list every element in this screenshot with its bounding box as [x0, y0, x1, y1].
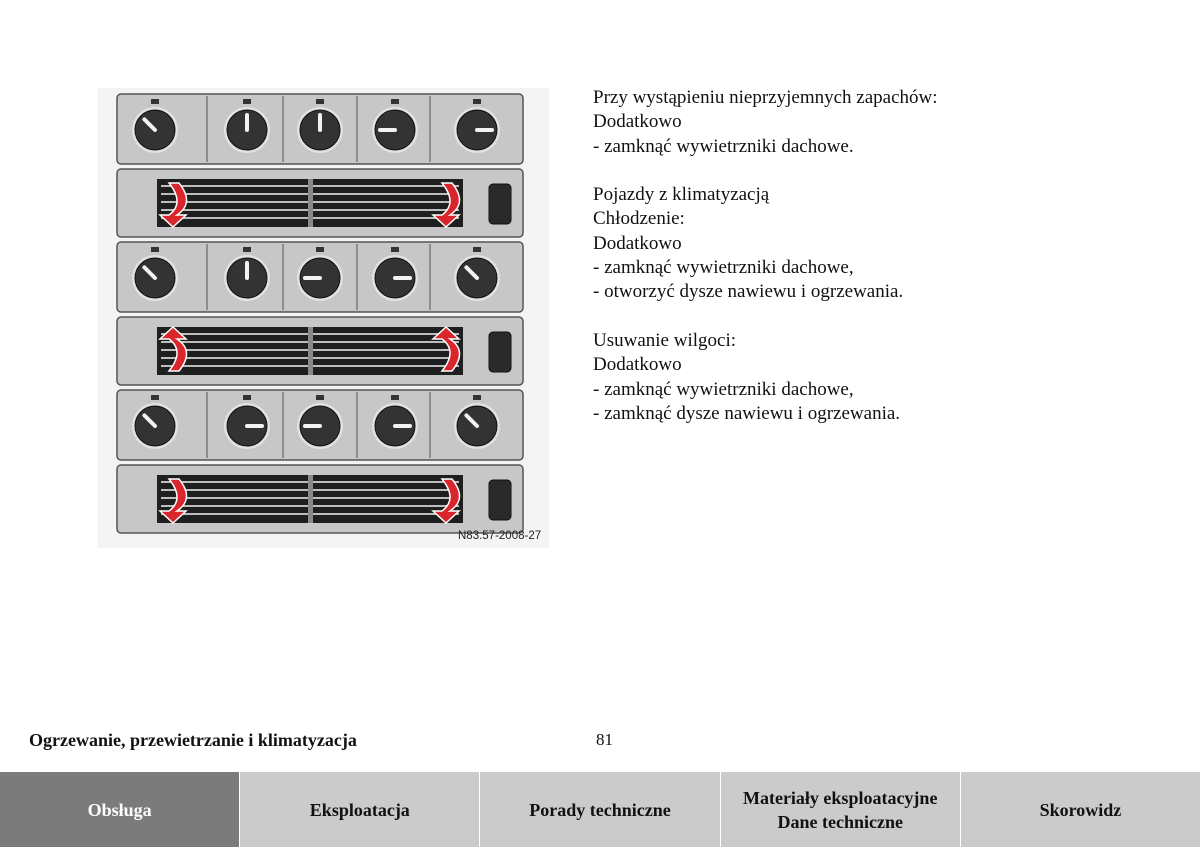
- text-line: Dodatkowo: [593, 111, 682, 133]
- nav-tab-skorowidz[interactable]: [961, 772, 1200, 847]
- thumbwheel: [489, 332, 511, 372]
- section-title: Ogrzewanie, przewietrzanie i klimatyzacja: [29, 730, 357, 750]
- nav-tab-label: Obsługa: [87, 799, 152, 820]
- knob-symbol: [391, 247, 399, 252]
- vent-divider: [308, 475, 313, 523]
- vent-divider: [308, 327, 313, 375]
- knob-symbol: [316, 395, 324, 400]
- control-panel-svg: [97, 88, 549, 548]
- paragraph-demisting: [593, 329, 1013, 426]
- vent-divider: [308, 179, 313, 227]
- nav-tab-label: Eksploatacja: [309, 799, 410, 820]
- nav-tab-label: Dane techniczne: [777, 811, 903, 832]
- text-line: - zamknąć wywietrzniki dachowe,: [593, 257, 854, 279]
- page-number: 81: [596, 730, 613, 749]
- knob-symbol: [243, 99, 251, 104]
- thumbwheel: [489, 480, 511, 520]
- text-line: Dodatkowo: [593, 232, 682, 254]
- text-line: - zamknąć wywietrzniki dachowe.: [593, 135, 854, 157]
- paragraph-odours: [593, 86, 1013, 159]
- text-line: Pojazdy z klimatyzacją: [593, 184, 770, 206]
- nav-tab-obsluga[interactable]: [0, 772, 240, 847]
- knob-symbol: [316, 247, 324, 252]
- text-line: Dodatkowo: [593, 354, 682, 376]
- text-line: Chłodzenie:: [593, 208, 685, 230]
- paragraph-cooling: [593, 183, 1013, 304]
- nav-tab-label: Skorowidz: [1039, 799, 1122, 820]
- nav-tab-eksploatacja[interactable]: [240, 772, 480, 847]
- knob-symbol: [473, 395, 481, 400]
- knob-symbol: [243, 395, 251, 400]
- text-line: Usuwanie wilgoci:: [593, 329, 737, 351]
- knob-symbol: [151, 247, 159, 252]
- instructions-text: [593, 86, 1013, 450]
- nav-tab-porady-techniczne[interactable]: [480, 772, 720, 847]
- knob-symbol: [473, 99, 481, 104]
- nav-tab-materialy-dane[interactable]: [721, 772, 961, 847]
- knob-symbol: [151, 99, 159, 104]
- text-line: - zamknąć wywietrzniki dachowe,: [593, 378, 854, 400]
- knob-symbol: [151, 395, 159, 400]
- knob-symbol: [391, 99, 399, 104]
- control-panel-illustration: [97, 88, 549, 548]
- text-line: - zamknąć dysze nawiewu i ogrzewania.: [593, 402, 901, 424]
- knob-symbol: [316, 99, 324, 104]
- knob-symbol: [243, 247, 251, 252]
- text-line: Przy wystąpieniu nieprzyjemnych zapachów:: [593, 87, 938, 108]
- text-line: - otworzyć dysze nawiewu i ogrzewania.: [593, 281, 904, 303]
- knob-symbol: [391, 395, 399, 400]
- nav-tab-label: Porady techniczne: [529, 799, 671, 820]
- nav-tab-label: Materiały eksploatacyjne: [742, 787, 938, 808]
- thumbwheel: [489, 184, 511, 224]
- bottom-navigation: [0, 772, 1200, 847]
- figure-code: N83.57-2008-27: [458, 530, 542, 542]
- knob-symbol: [473, 247, 481, 252]
